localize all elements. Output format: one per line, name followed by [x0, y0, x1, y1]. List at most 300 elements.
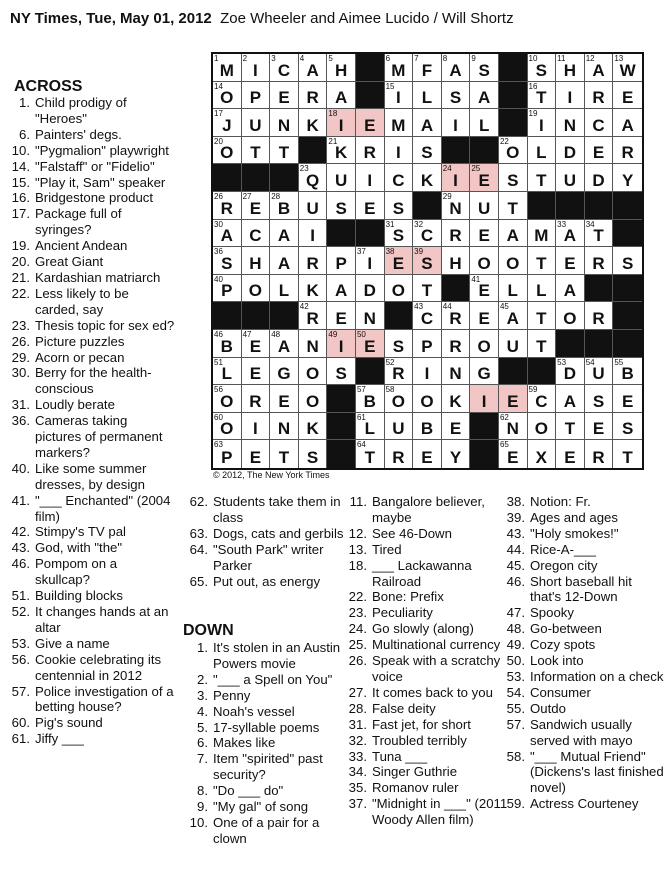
grid-cell[interactable] — [385, 164, 414, 192]
grid-cell[interactable] — [242, 358, 271, 386]
grid-cell[interactable] — [242, 385, 271, 413]
cell-number: 7 — [414, 54, 419, 63]
grid-cell[interactable] — [556, 247, 585, 275]
clue-text: Tuna ___ — [372, 748, 428, 764]
grid-cell[interactable] — [556, 413, 585, 441]
clue-number: 53. — [11, 635, 30, 651]
clue-item — [342, 589, 512, 605]
grid-cell[interactable] — [299, 413, 328, 441]
clue-text: "Do ___ do" — [213, 783, 284, 799]
grid-cell[interactable] — [385, 385, 414, 413]
grid-cell[interactable] — [556, 82, 585, 110]
grid-cell[interactable] — [299, 358, 328, 386]
grid-cell[interactable] — [442, 358, 471, 386]
clue-item — [5, 95, 175, 127]
cell-number: 3 — [271, 54, 276, 63]
grid-cell[interactable] — [613, 440, 642, 468]
cell-letter: K — [420, 170, 434, 190]
clue-text: Cookie celebrating its centennial in 2012 — [35, 651, 162, 683]
black-square — [556, 330, 585, 358]
grid-cell[interactable] — [470, 330, 499, 358]
cell-letter: R — [592, 88, 605, 108]
grid-cell[interactable] — [585, 247, 614, 275]
grid-cell[interactable] — [613, 413, 642, 441]
clue-item — [5, 365, 175, 397]
grid-cell[interactable] — [528, 54, 557, 82]
clue-text: Rice-A-___ — [530, 541, 596, 557]
grid-cell[interactable] — [356, 440, 385, 468]
grid-cell[interactable] — [413, 358, 442, 386]
black-square — [356, 358, 385, 386]
grid-cell[interactable] — [299, 54, 328, 82]
clue-item — [5, 461, 175, 493]
grid-cell[interactable] — [442, 413, 471, 441]
clue-item — [5, 413, 175, 461]
cell-letter: P — [221, 447, 233, 467]
grid-cell[interactable] — [327, 302, 356, 330]
grid-cell[interactable] — [270, 358, 299, 386]
black-square — [613, 275, 642, 303]
grid-cell[interactable] — [356, 192, 385, 220]
grid-cell[interactable] — [585, 82, 614, 110]
grid-cell[interactable] — [442, 330, 471, 358]
grid-cell[interactable] — [442, 82, 471, 110]
clue-item — [183, 735, 348, 751]
grid-cell[interactable] — [213, 82, 242, 110]
clue-text: "___ Enchanted" (2004 film) — [35, 492, 171, 524]
grid-cell[interactable] — [299, 220, 328, 248]
grid-cell[interactable] — [327, 275, 356, 303]
black-square — [213, 302, 242, 330]
cell-number: 38 — [385, 247, 395, 257]
grid-cell[interactable] — [385, 82, 414, 110]
grid-cell[interactable] — [327, 54, 356, 82]
clue-number: 47. — [506, 605, 525, 621]
cell-letter: R — [306, 253, 319, 273]
grid-cell[interactable] — [213, 109, 242, 137]
grid-cell[interactable] — [585, 164, 614, 192]
grid-cell[interactable] — [299, 164, 328, 192]
grid-cell[interactable] — [556, 109, 585, 137]
cell-letter: S — [335, 364, 347, 384]
grid-cell[interactable] — [470, 82, 499, 110]
black-square — [556, 192, 585, 220]
grid-cell[interactable] — [413, 302, 442, 330]
cell-number: 57 — [356, 385, 366, 395]
clue-item — [342, 764, 512, 780]
cell-letter: S — [621, 253, 634, 273]
grid-cell[interactable] — [556, 54, 585, 82]
grid-cell[interactable] — [299, 330, 328, 358]
grid-cell[interactable] — [528, 275, 557, 303]
grid-cell[interactable] — [585, 413, 614, 441]
clue-number: 46. — [11, 556, 30, 572]
grid-cell[interactable] — [442, 109, 471, 137]
cell-number: 17 — [214, 109, 223, 119]
clue-item — [500, 796, 665, 812]
grid-cell[interactable] — [213, 413, 242, 441]
grid-cell[interactable] — [213, 247, 242, 275]
grid-cell[interactable] — [270, 109, 299, 137]
grid-cell[interactable] — [613, 54, 642, 82]
grid-cell[interactable] — [499, 247, 528, 275]
grid-cell[interactable] — [470, 247, 499, 275]
grid-cell[interactable] — [470, 385, 499, 413]
clue-text: Troubled terribly — [372, 732, 467, 748]
grid-cell[interactable] — [499, 220, 528, 248]
cell-letter: A — [506, 226, 519, 246]
grid-cell[interactable] — [299, 192, 328, 220]
across-heading: ACROSS — [14, 78, 83, 95]
cell-number: 20 — [214, 136, 223, 146]
grid-cell[interactable] — [299, 302, 328, 330]
clue-text: See 46-Down — [372, 525, 452, 541]
grid-cell[interactable] — [356, 330, 385, 358]
grid-cell[interactable] — [499, 192, 528, 220]
cell-letter: E — [364, 336, 376, 356]
grid-cell[interactable] — [385, 220, 414, 248]
clue-text: Go-between — [530, 621, 602, 637]
grid-cell[interactable] — [270, 440, 299, 468]
grid-cell[interactable] — [470, 109, 499, 137]
grid-cell[interactable] — [242, 247, 271, 275]
black-square — [385, 302, 414, 330]
cell-number: 63 — [214, 440, 223, 450]
cell-number: 32 — [414, 219, 424, 229]
grid-cell[interactable] — [213, 440, 242, 468]
clue-number: 50. — [506, 653, 525, 669]
clue-item — [5, 286, 175, 318]
grid-cell[interactable] — [499, 385, 528, 413]
grid-cell[interactable] — [556, 385, 585, 413]
grid-cell[interactable] — [413, 247, 442, 275]
grid-cell[interactable] — [585, 137, 614, 165]
clue-text: One of a pair for a clown — [213, 814, 320, 846]
clue-item — [5, 588, 175, 604]
grid-cell[interactable] — [556, 220, 585, 248]
cell-letter: T — [536, 308, 547, 328]
grid-cell[interactable] — [327, 330, 356, 358]
cell-letter: B — [420, 419, 434, 439]
clue-number: 45. — [506, 557, 525, 573]
clue-number: 28. — [348, 700, 367, 716]
grid-cell[interactable] — [270, 413, 299, 441]
grid-cell[interactable] — [499, 440, 528, 468]
clue-text: Students take them in class — [213, 494, 341, 525]
grid-cell[interactable] — [242, 330, 271, 358]
grid-cell[interactable] — [613, 385, 642, 413]
grid-cell[interactable] — [556, 164, 585, 192]
cell-letter: A — [563, 281, 577, 301]
grid-cell[interactable] — [242, 54, 271, 82]
grid-cell[interactable] — [356, 302, 385, 330]
grid-cell[interactable] — [270, 192, 299, 220]
grid-cell[interactable] — [299, 247, 328, 275]
cell-letter: W — [619, 60, 636, 80]
cell-letter: S — [478, 60, 490, 80]
grid-cell[interactable] — [270, 82, 299, 110]
grid-cell[interactable] — [385, 247, 414, 275]
grid-cell[interactable] — [470, 192, 499, 220]
grid-cell[interactable] — [213, 220, 242, 248]
grid-cell[interactable] — [356, 247, 385, 275]
black-square — [356, 220, 385, 248]
cell-letter: D — [563, 364, 577, 384]
grid-cell[interactable] — [613, 137, 642, 165]
clue-item — [5, 397, 175, 413]
cell-letter: O — [220, 88, 234, 108]
grid-cell[interactable] — [242, 220, 271, 248]
grid-cell[interactable] — [299, 109, 328, 137]
cell-number: 36 — [214, 247, 223, 257]
grid-cell[interactable] — [470, 302, 499, 330]
clue-item — [5, 636, 175, 652]
grid-cell[interactable] — [585, 220, 614, 248]
grid-cell[interactable] — [556, 358, 585, 386]
grid-cell[interactable] — [413, 413, 442, 441]
cell-number: 9 — [471, 54, 476, 63]
grid-cell[interactable] — [470, 275, 499, 303]
clue-number: 9. — [197, 799, 208, 815]
grid-cell[interactable] — [585, 302, 614, 330]
grid-cell[interactable] — [470, 358, 499, 386]
grid-cell[interactable] — [356, 137, 385, 165]
clue-number: 7. — [197, 751, 208, 767]
grid-cell[interactable] — [528, 82, 557, 110]
black-square — [613, 192, 642, 220]
grid-cell[interactable] — [385, 137, 414, 165]
grid-cell[interactable] — [413, 330, 442, 358]
grid-cell[interactable] — [270, 247, 299, 275]
grid-cell[interactable] — [556, 440, 585, 468]
grid-cell[interactable] — [327, 137, 356, 165]
cell-number: 50 — [356, 329, 366, 339]
grid-cell[interactable] — [413, 54, 442, 82]
grid-cell[interactable] — [470, 54, 499, 82]
grid-cell[interactable] — [327, 164, 356, 192]
cell-letter: M — [391, 115, 406, 135]
grid-cell[interactable] — [556, 275, 585, 303]
grid-cell[interactable] — [499, 302, 528, 330]
clue-number: 31. — [11, 397, 30, 413]
grid-cell[interactable] — [270, 54, 299, 82]
grid-cell[interactable] — [385, 440, 414, 468]
grid-cell[interactable] — [528, 109, 557, 137]
grid-cell[interactable] — [585, 109, 614, 137]
grid-cell[interactable] — [385, 54, 414, 82]
black-square — [327, 413, 356, 441]
cell-letter: A — [506, 308, 519, 328]
grid-cell[interactable] — [442, 192, 471, 220]
cell-letter: E — [249, 447, 262, 467]
grid-cell[interactable] — [528, 164, 557, 192]
cell-number: 11 — [557, 54, 566, 63]
clue-text: Child prodigy of "Heroes" — [35, 95, 127, 126]
grid-cell[interactable] — [413, 385, 442, 413]
grid-cell[interactable] — [270, 220, 299, 248]
clue-number: 6. — [197, 735, 208, 751]
cell-letter: P — [249, 88, 262, 108]
grid-cell[interactable] — [413, 164, 442, 192]
cell-letter: E — [364, 115, 376, 135]
grid-cell[interactable] — [242, 275, 271, 303]
cell-letter: X — [535, 447, 547, 467]
clue-item — [5, 540, 175, 556]
grid-cell[interactable] — [613, 358, 642, 386]
cell-letter: G — [477, 364, 491, 384]
grid-cell[interactable] — [242, 413, 271, 441]
clue-text: Painters' degs. — [35, 126, 122, 142]
grid-cell[interactable] — [270, 137, 299, 165]
grid-cell[interactable] — [242, 440, 271, 468]
cell-letter: T — [278, 447, 290, 467]
grid-cell[interactable] — [413, 109, 442, 137]
grid-cell[interactable] — [385, 109, 414, 137]
grid-cell[interactable] — [327, 358, 356, 386]
grid-cell[interactable] — [613, 109, 642, 137]
cell-number: 48 — [271, 329, 281, 339]
grid-cell[interactable] — [528, 413, 557, 441]
grid-cell[interactable] — [499, 413, 528, 441]
grid-cell[interactable] — [385, 192, 414, 220]
clue-text: Peculiarity — [372, 605, 433, 621]
grid-cell[interactable] — [213, 192, 242, 220]
grid-cell[interactable] — [327, 82, 356, 110]
grid-cell[interactable] — [613, 247, 642, 275]
cell-letter: N — [563, 115, 577, 135]
grid-cell[interactable] — [213, 358, 242, 386]
grid-cell[interactable] — [470, 220, 499, 248]
cell-number: 10 — [528, 54, 538, 63]
grid-cell[interactable] — [528, 220, 557, 248]
grid-cell[interactable] — [213, 275, 242, 303]
grid-cell[interactable] — [213, 54, 242, 82]
grid-cell[interactable] — [528, 330, 557, 358]
grid-cell[interactable] — [327, 192, 356, 220]
grid-cell[interactable] — [413, 137, 442, 165]
grid-cell[interactable] — [470, 164, 499, 192]
grid-cell[interactable] — [213, 385, 242, 413]
grid-cell[interactable] — [499, 330, 528, 358]
clue-text: Less likely to be carded, say — [35, 285, 129, 317]
grid-cell[interactable] — [299, 275, 328, 303]
grid-cell[interactable] — [413, 275, 442, 303]
grid-cell[interactable] — [413, 440, 442, 468]
grid-cell[interactable] — [327, 109, 356, 137]
grid-cell[interactable] — [585, 358, 614, 386]
cell-letter: I — [253, 60, 258, 80]
cell-number: 31 — [385, 219, 395, 229]
cell-letter: K — [306, 115, 319, 135]
black-square — [213, 164, 242, 192]
cell-letter: E — [335, 308, 347, 328]
cell-letter: S — [335, 198, 347, 218]
grid-cell[interactable] — [242, 192, 271, 220]
grid-cell[interactable] — [442, 247, 471, 275]
cell-letter: A — [335, 281, 348, 301]
crossword-grid — [211, 52, 644, 470]
clue-item — [342, 717, 512, 733]
grid-cell[interactable] — [213, 330, 242, 358]
grid-cell[interactable] — [442, 385, 471, 413]
grid-cell[interactable] — [299, 82, 328, 110]
copyright-notice: © 2012, The New York Times — [213, 470, 330, 480]
black-square — [499, 109, 528, 137]
grid-cell[interactable] — [556, 137, 585, 165]
grid-cell[interactable] — [356, 413, 385, 441]
grid-cell[interactable] — [499, 137, 528, 165]
grid-cell[interactable] — [528, 137, 557, 165]
grid-cell[interactable] — [442, 220, 471, 248]
grid-cell[interactable] — [442, 164, 471, 192]
cell-number: 62 — [499, 412, 509, 422]
grid-cell[interactable] — [413, 82, 442, 110]
grid-cell[interactable] — [613, 82, 642, 110]
clue-text: False deity — [372, 700, 436, 716]
clue-text: "South Park" writer Parker — [213, 541, 324, 573]
clue-number: 10. — [11, 142, 30, 158]
cell-letter: S — [392, 336, 405, 356]
black-square — [242, 164, 271, 192]
cell-letter: I — [338, 336, 344, 356]
grid-cell[interactable] — [585, 440, 614, 468]
grid-cell[interactable] — [385, 330, 414, 358]
grid-cell[interactable] — [385, 413, 414, 441]
grid-cell[interactable] — [270, 330, 299, 358]
grid-cell[interactable] — [299, 385, 328, 413]
grid-cell[interactable] — [270, 275, 299, 303]
clue-item — [5, 238, 175, 254]
clue-text: Oregon city — [530, 557, 598, 573]
cell-letter: A — [335, 88, 348, 108]
grid-cell[interactable] — [213, 137, 242, 165]
grid-cell[interactable] — [585, 54, 614, 82]
grid-cell[interactable] — [528, 385, 557, 413]
grid-cell[interactable] — [242, 82, 271, 110]
grid-cell[interactable] — [528, 440, 557, 468]
grid-cell[interactable] — [442, 302, 471, 330]
grid-cell[interactable] — [385, 358, 414, 386]
clue-text: Give a name — [35, 635, 110, 651]
grid-cell[interactable] — [356, 109, 385, 137]
grid-cell[interactable] — [528, 247, 557, 275]
grid-cell[interactable] — [585, 385, 614, 413]
grid-cell[interactable] — [413, 220, 442, 248]
grid-cell[interactable] — [613, 164, 642, 192]
grid-cell[interactable] — [299, 440, 328, 468]
grid-cell[interactable] — [242, 137, 271, 165]
grid-cell[interactable] — [327, 247, 356, 275]
cell-letter: O — [534, 419, 548, 439]
clue-number: 39. — [506, 509, 525, 525]
grid-cell[interactable] — [499, 164, 528, 192]
grid-cell[interactable] — [528, 302, 557, 330]
grid-cell[interactable] — [270, 385, 299, 413]
grid-cell[interactable] — [356, 385, 385, 413]
cell-letter: T — [622, 447, 633, 467]
clue-text: Picture puzzles — [35, 333, 125, 349]
grid-cell[interactable] — [356, 275, 385, 303]
grid-cell[interactable] — [242, 109, 271, 137]
cell-letter: M — [391, 60, 406, 80]
grid-cell[interactable] — [556, 302, 585, 330]
grid-cell[interactable] — [499, 275, 528, 303]
cell-letter: U — [563, 170, 577, 190]
grid-cell[interactable] — [442, 440, 471, 468]
grid-cell[interactable] — [356, 164, 385, 192]
grid-cell[interactable] — [385, 275, 414, 303]
grid-cell[interactable] — [442, 54, 471, 82]
